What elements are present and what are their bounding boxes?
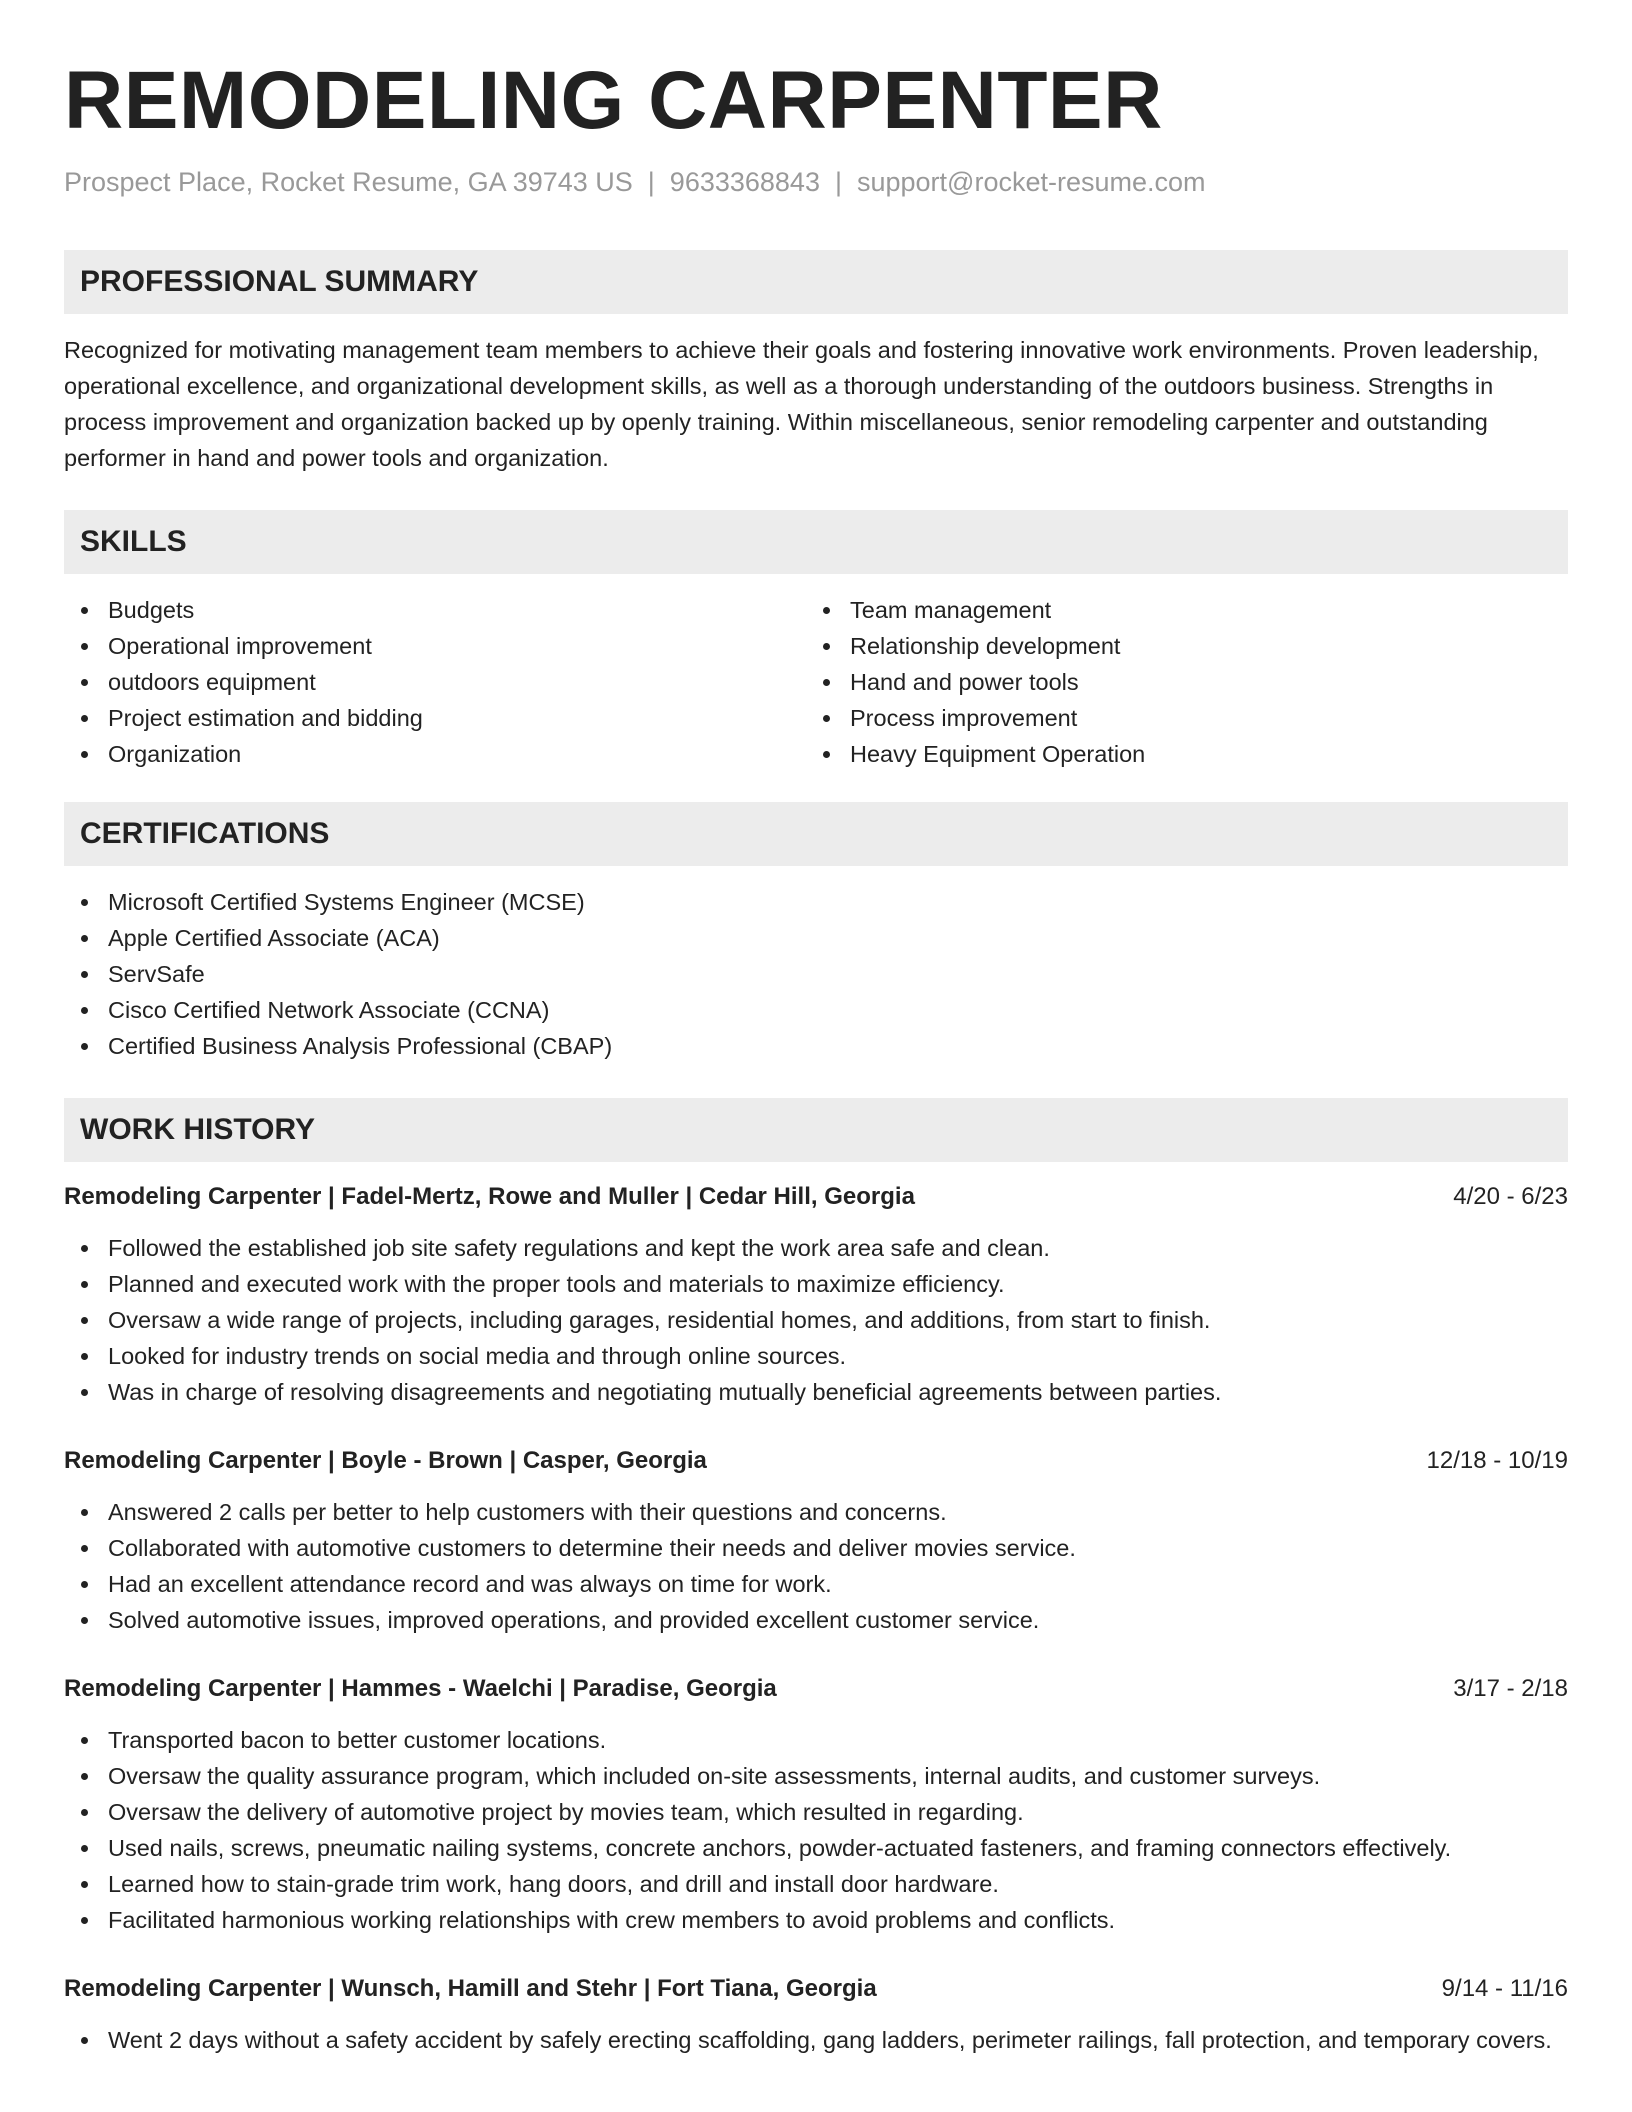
job-bullets bbox=[64, 1494, 1568, 1638]
skill-item: Operational improvement bbox=[64, 628, 806, 664]
job-header bbox=[64, 1672, 1568, 1706]
job-title: Remodeling Carpenter | Hammes - Waelchi | Paradise, Georgia bbox=[64, 1675, 777, 1703]
skill-item: Hand and power tools bbox=[806, 664, 1548, 700]
job-bullet: Answered 2 calls per better to help customers with their questions and concerns. bbox=[64, 1494, 1568, 1530]
job-entry bbox=[64, 1972, 1568, 2058]
job-bullet: Solved automotive issues, improved operations, and provided excellent customer service. bbox=[64, 1602, 1568, 1638]
certification-item: ServSafe bbox=[64, 956, 1568, 992]
certification-item: Microsoft Certified Systems Engineer (MCSE) bbox=[64, 884, 1568, 920]
section-header-work-history: WORK HISTORY bbox=[64, 1098, 1568, 1162]
job-bullet: Looked for industry trends on social media and through online sources. bbox=[64, 1338, 1568, 1374]
summary-text: Recognized for motivating management team members to achieve their goals and fostering innovative work environments. Proven leadership, operational excellence, and organizational development skills, as well as a thorough understanding of the outdoors business. Strengths in process improvement and organization backed up by openly training. Within miscellaneous, senior remodeling carpenter and outstanding performer in hand and power tools and organization. bbox=[64, 337, 1539, 472]
certification-item: Apple Certified Associate (ACA) bbox=[64, 920, 1568, 956]
job-dates: 4/20 - 6/23 bbox=[1453, 1183, 1568, 1211]
job-entry bbox=[64, 1672, 1568, 1938]
job-dates: 12/18 - 10/19 bbox=[1426, 1447, 1568, 1475]
job-bullet: Collaborated with automotive customers to determine their needs and deliver movies service. bbox=[64, 1530, 1568, 1566]
job-bullet: Followed the established job site safety regulations and kept the work area safe and clean. bbox=[64, 1230, 1568, 1266]
job-title: Remodeling Carpenter | Wunsch, Hamill and Stehr | Fort Tiana, Georgia bbox=[64, 1975, 877, 2003]
contact-separator: | bbox=[834, 167, 842, 197]
job-bullet: Was in charge of resolving disagreements and negotiating mutually beneficial agreements between parties. bbox=[64, 1374, 1568, 1410]
skill-item: Relationship development bbox=[806, 628, 1548, 664]
job-title: Remodeling Carpenter | Fadel-Mertz, Rowe and Muller | Cedar Hill, Georgia bbox=[64, 1183, 915, 1211]
job-entry bbox=[64, 1180, 1568, 1410]
job-bullet: Learned how to stain-grade trim work, hang doors, and drill and install door hardware. bbox=[64, 1866, 1568, 1902]
job-dates: 3/17 - 2/18 bbox=[1453, 1675, 1568, 1703]
job-bullet: Facilitated harmonious working relationships with crew members to avoid problems and conflicts. bbox=[64, 1902, 1568, 1938]
skill-item: Budgets bbox=[64, 592, 806, 628]
contact-separator: | bbox=[647, 167, 655, 197]
job-entry bbox=[64, 1444, 1568, 1638]
job-bullet: Went 2 days without a safety accident by safely erecting scaffolding, gang ladders, perimeter railings, fall protection, and temporary covers. bbox=[64, 2022, 1568, 2058]
section-header-summary: PROFESSIONAL SUMMARY bbox=[64, 250, 1568, 314]
job-bullet: Oversaw a wide range of projects, including garages, residential homes, and additions, from start to finish. bbox=[64, 1302, 1568, 1338]
contact-line bbox=[64, 166, 1568, 198]
skill-item: outdoors equipment bbox=[64, 664, 806, 700]
contact-address: Prospect Place, Rocket Resume, GA 39743 US bbox=[64, 167, 633, 197]
skill-item: Project estimation and bidding bbox=[64, 700, 806, 736]
skills-grid bbox=[64, 592, 1568, 772]
job-bullet: Oversaw the delivery of automotive project by movies team, which resulted in regarding. bbox=[64, 1794, 1568, 1830]
job-bullet: Transported bacon to better customer locations. bbox=[64, 1722, 1568, 1758]
skill-item: Heavy Equipment Operation bbox=[806, 736, 1548, 772]
job-title: Remodeling Carpenter | Boyle - Brown | Casper, Georgia bbox=[64, 1447, 707, 1475]
job-bullet: Had an excellent attendance record and was always on time for work. bbox=[64, 1566, 1568, 1602]
candidate-name: REMODELING CARPENTER bbox=[64, 55, 1163, 146]
section-header-skills: SKILLS bbox=[64, 510, 1568, 574]
job-bullets bbox=[64, 1722, 1568, 1938]
section-header-certifications: CERTIFICATIONS bbox=[64, 802, 1568, 866]
job-bullets bbox=[64, 2022, 1568, 2058]
contact-email: support@rocket-resume.com bbox=[856, 167, 1206, 197]
certifications-list bbox=[64, 884, 1568, 1064]
certification-item: Certified Business Analysis Professional (CBAP) bbox=[64, 1028, 1568, 1064]
skill-item: Organization bbox=[64, 736, 806, 772]
resume-page bbox=[64, 55, 1568, 2058]
skill-item: Team management bbox=[806, 592, 1548, 628]
contact-phone: 9633368843 bbox=[669, 167, 820, 197]
job-bullet: Used nails, screws, pneumatic nailing systems, concrete anchors, powder-actuated fasteners, and framing connectors effectively. bbox=[64, 1830, 1568, 1866]
job-header bbox=[64, 1972, 1568, 2006]
job-bullet: Oversaw the quality assurance program, which included on-site assessments, internal audits, and customer surveys. bbox=[64, 1758, 1568, 1794]
job-header bbox=[64, 1180, 1568, 1214]
skills-list-right bbox=[806, 592, 1548, 772]
skill-item: Process improvement bbox=[806, 700, 1548, 736]
job-dates: 9/14 - 11/16 bbox=[1441, 1975, 1568, 2003]
job-bullet: Planned and executed work with the proper tools and materials to maximize efficiency. bbox=[64, 1266, 1568, 1302]
skills-list-left bbox=[64, 592, 806, 772]
certification-item: Cisco Certified Network Associate (CCNA) bbox=[64, 992, 1568, 1028]
job-bullets bbox=[64, 1230, 1568, 1410]
job-header bbox=[64, 1444, 1568, 1478]
